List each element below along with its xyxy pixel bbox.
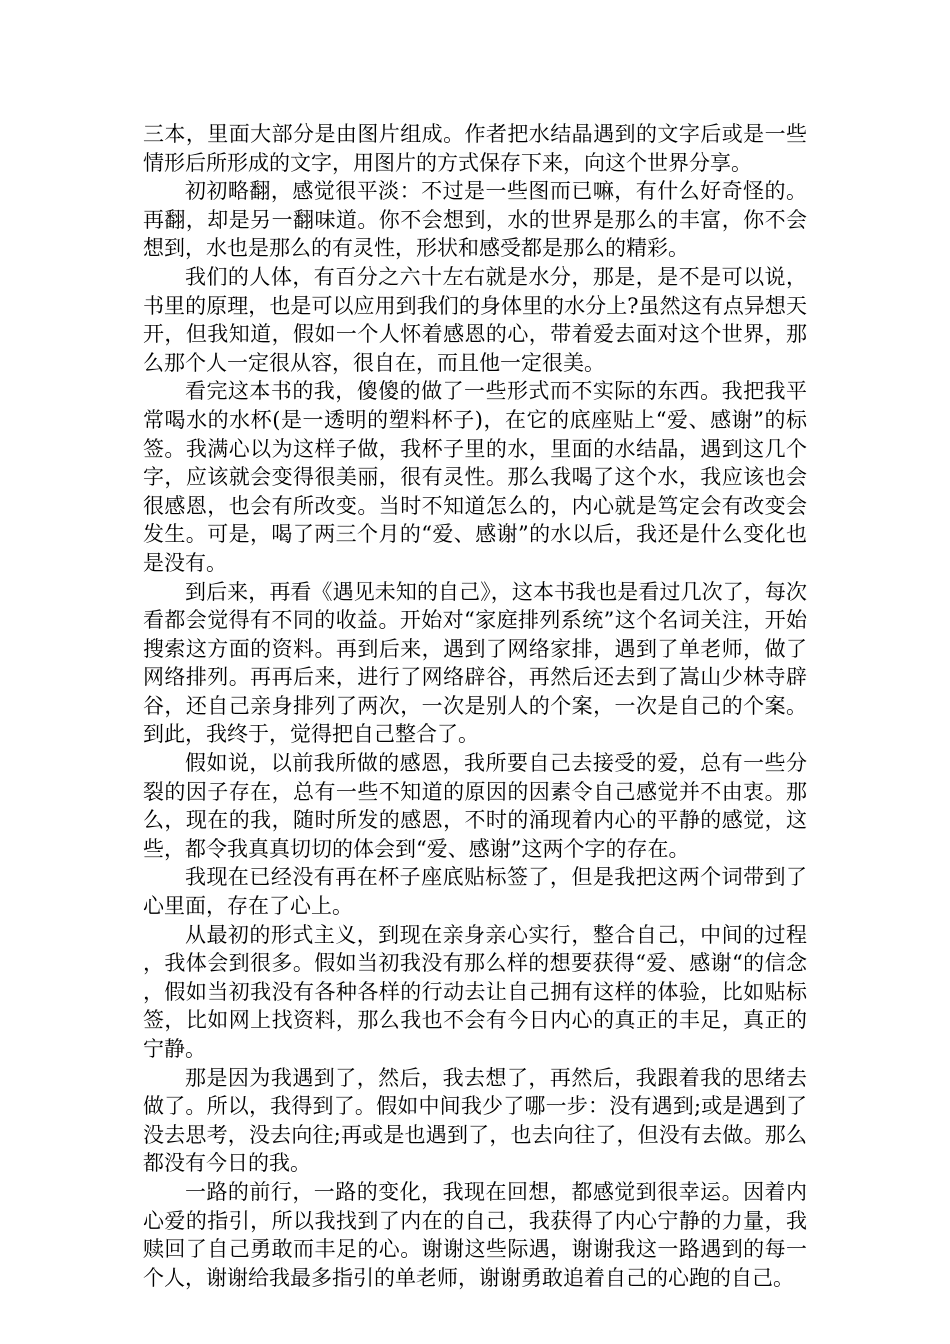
paragraph: 看完这本书的我，傻傻的做了一些形式而不实际的东西。我把我平常喝水的水杯(是一透明的塑料杯子)，在它的底座贴上“爱、感谢”的标签。我满心以为这样子做，我杯子里的水，里面的水结晶，遇到这几个字，应该就会变得很美丽，很有灵性。那么我喝了这个水，我应该也会很感恩，也会有所改变。当时不知道怎么的，内心就是笃定会有改变会发生。可是，喝了两三个月的“爱、感谢”的水以后，我还是什么变化也是没有。 [143,379,807,575]
paragraph: 从最初的形式主义，到现在亲身亲心实行，整合自己，中间的过程，我体会到很多。假如当初我没有那么样的想要获得“爱、感谢“的信念，假如当初我没有各种各样的行动去让自己拥有这样的体验，比如贴标签，比如网上找资料，那么我也不会有今日内心的真正的丰足，真正的宁静。 [143,922,807,1061]
paragraph: 我现在已经没有再在杯子座底贴标签了，但是我把这两个词带到了心里面，存在了心上。 [143,865,807,919]
paragraph: 我们的人体，有百分之六十左右就是水分，那是，是不是可以说，书里的原理，也是可以应用到我们的身体里的水分上?虽然这有点异想天开，但我知道，假如一个人怀着感恩的心，带着爱去面对这个世界，那么那个人一定很从容，很自在，而且他一定很美。 [143,264,807,375]
paragraph: 到后来，再看《遇见未知的自己》，这本书我也是看过几次了，每次看都会觉得有不同的收益。开始对“家庭排列系统”这个名词关注，开始搜索这方面的资料。再到后来，遇到了网络家排，遇到了单老师，做了网络排列。再再后来，进行了网络辟谷，再然后还去到了嵩山少林寺辟谷，还自己亲身排列了两次，一次是别人的个案，一次是自己的个案。到此，我终于，觉得把自己整合了。 [143,579,807,747]
paragraph: 初初略翻，感觉很平淡：不过是一些图而已嘛，有什么好奇怪的。再翻，却是另一翻味道。你不会想到，水的世界是那么的丰富，你不会想到，水也是那么的有灵性，形状和感受都是那么的精彩。 [143,179,807,261]
paragraph: 一路的前行，一路的变化，我现在回想，都感觉到很幸运。因着内心爱的指引，所以我找到了内在的自己，我获得了内心宁静的力量，我赎回了自己勇敢而丰足的心。谢谢这些际遇，谢谢我这一路遇到的每一个人，谢谢给我最多指引的单老师，谢谢勇敢追着自己的心跑的自己。 [143,1179,807,1290]
paragraph: 那是因为我遇到了，然后，我去想了，再然后，我跟着我的思绪去做了。所以，我得到了。假如中间我少了哪一步：没有遇到;或是遇到了没去思考，没去向往;再或是也遇到了，也去向往了，但没有去做。那么都没有今日的我。 [143,1065,807,1176]
document-body [143,120,807,1292]
paragraph: 三本，里面大部分是由图片组成。作者把水结晶遇到的文字后或是一些情形后所形成的文字，用图片的方式保存下来，向这个世界分享。 [143,122,807,175]
paragraph: 假如说，以前我所做的感恩，我所要自己去接受的爱，总有一些分裂的因子存在，总有一些不知道的原因的因素令自己感觉并不由衷。那么，现在的我，随时所发的感恩，不时的涌现着内心的平静的感觉，这些，都令我真真切切的体会到“爱、感谢”这两个字的存在。 [143,751,807,861]
